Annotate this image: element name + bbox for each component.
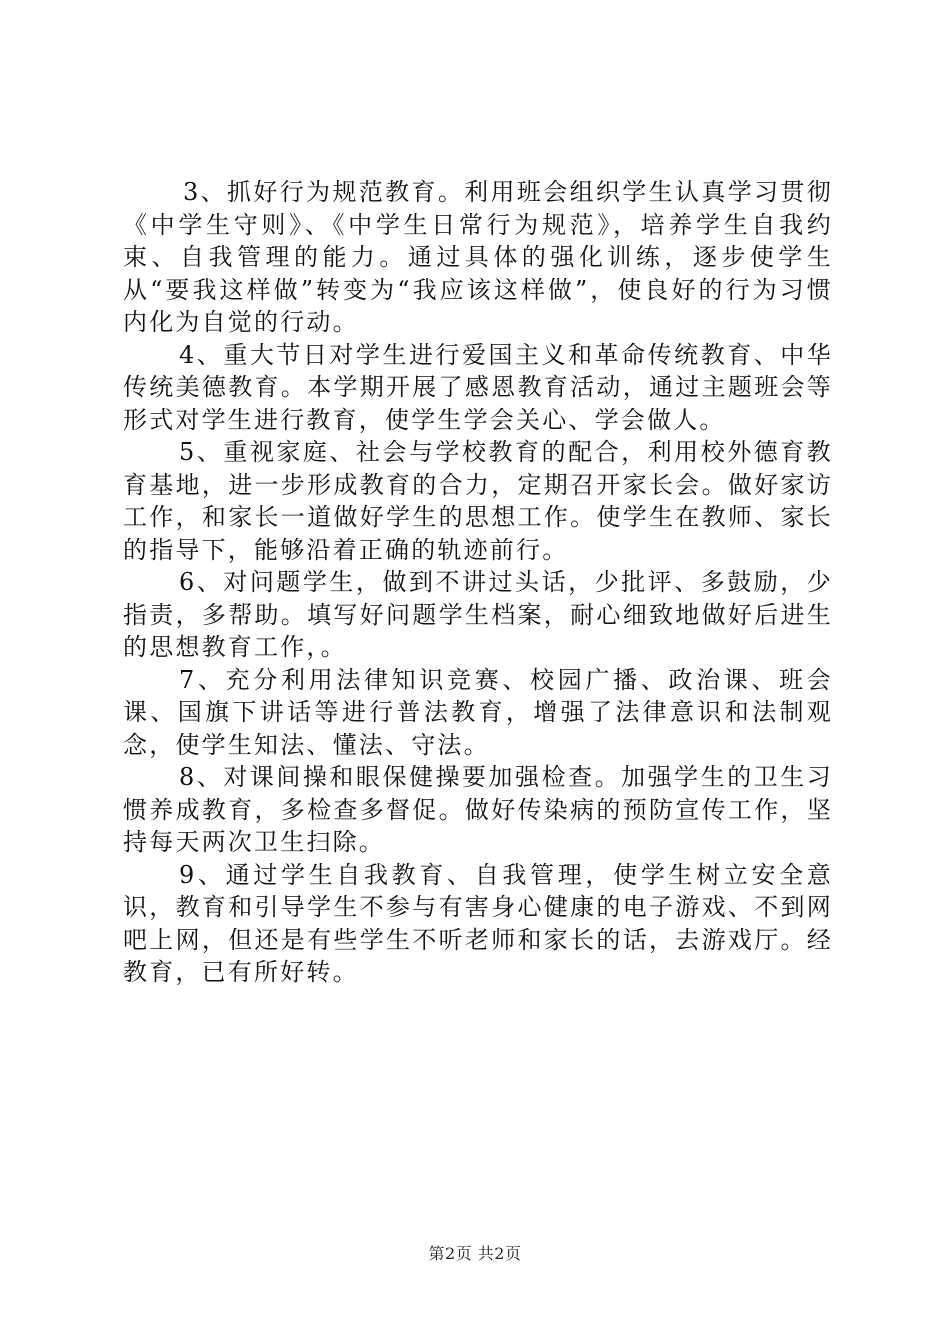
paragraph-item-5: 5、重视家庭、社会与学校教育的配合，利用校外德育教育基地，进一步形成教育的合力，定期召开家长会。做好家访工作，和家长一道做好学生的思想工作。使学生在教师、家长的指导下，能够沿着正确的轨迹前行。 — [123, 438, 833, 564]
document-body — [123, 176, 833, 989]
paragraph-item-3: 3、抓好行为规范教育。利用班会组织学生认真学习贯彻《中学生守则》、《中学生日常行为规范》，培养学生自我约束、自我管理的能力。通过具体的强化训练，逐步使学生从“要我这样做”转变为“我应该这样做”，使良好的行为习惯内化为自觉的行动。 — [123, 178, 833, 336]
paragraph-item-6: 6、对问题学生，做到不讲过头话，少批评、多鼓励，少指责，多帮助。填写好问题学生档案，耐心细致地做好后进生的思想教育工作，。 — [123, 568, 833, 661]
paragraph-item-7: 7、充分利用法律知识竞赛、校园广播、政治课、班会课、国旗下讲话等进行普法教育，增强了法律意识和法制观念，使学生知法、懂法、守法。 — [123, 665, 833, 759]
page-number-footer: 第2页 共2页 — [428, 1244, 522, 1263]
paragraph-item-4: 4、重大节日对学生进行爱国主义和革命传统教育、中华传统美德教育。本学期开展了感恩教育活动，通过主题班会等形式对学生进行教育，使学生学会关心、学会做人。 — [123, 340, 833, 434]
paragraph-item-9: 9、通过学生自我教育、自我管理，使学生树立安全意识，教育和引导学生不参与有害身心健康的电子游戏、不到网吧上网，但还是有些学生不听老师和家长的话，去游戏厅。经教育，已有所好转。 — [123, 860, 833, 986]
paragraph-item-8: 8、对课间操和眼保健操要加强检查。加强学生的卫生习惯养成教育，多检查多督促。做好传染病的预防宣传工作，坚持每天两次卫生扫除。 — [123, 763, 833, 856]
